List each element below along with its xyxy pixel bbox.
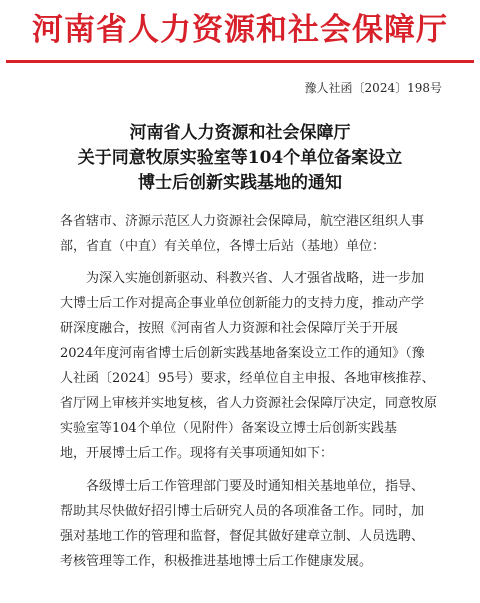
salutation-line-2: 部，省直（中直）有关单位，各博士后站（基地）单位： [60, 239, 386, 254]
paragraph-1-line-7: 实验室等104个单位（见附件）备案设立博士后创新实践基 [60, 421, 397, 436]
paragraph-2-line-1: 各级博士后工作管理部门要及时通知相关基地单位，指导、 [86, 479, 425, 494]
paragraph-1-line-1: 为深入实施创新驱动、科教兴省、人才强省战略，进一步加 [86, 271, 425, 286]
paragraph-1-line-8: 地，开展博士后工作。现将有关事项通知如下： [60, 446, 334, 461]
paragraph-1-line-6: 省厅网上审核并实地复核，省人力资源社会保障厅决定，同意牧原 [60, 396, 438, 411]
red-divider-line [6, 60, 474, 63]
paragraph-2-line-2: 帮助其尽快做好招引博士后研究人员的各项准备工作。同时，加 [60, 504, 425, 519]
title-line-2: 关于同意牧原实验室等104个单位备案设立 [77, 148, 403, 168]
document-number: 豫人社函〔2024〕198号 [304, 81, 442, 95]
paragraph-1-line-2: 大博士后工作对提高企事业单位创新能力的支持力度，推动产学 [60, 296, 425, 311]
paragraph-2-line-4: 考核管理等工作，积极推进基地博士后工作健康发展。 [60, 554, 373, 569]
paragraph-1-line-4: 2024年度河南省博士后创新实践基地备案设立工作的通知》（豫 [60, 346, 425, 361]
salutation-line-1: 各省辖市、济源示范区人力资源社会保障局，航空港区组织人事 [60, 214, 425, 229]
title-line-3: 博士后创新实践基地的通知 [138, 173, 342, 193]
letterhead-title: 河南省人力资源和社会保障厅 [32, 12, 448, 48]
title-line-1: 河南省人力资源和社会保障厅 [129, 123, 351, 143]
paragraph-2-line-3: 强对基地工作的管理和监督，督促其做好建章立制、人员选聘、 [60, 529, 425, 544]
paragraph-1-line-3: 研深度融合，按照《河南省人力资源和社会保障厅关于开展 [60, 321, 399, 336]
paragraph-1-line-5: 人社函〔2024〕95号）要求，经单位自主申报、各地审核推荐、 [60, 371, 435, 386]
